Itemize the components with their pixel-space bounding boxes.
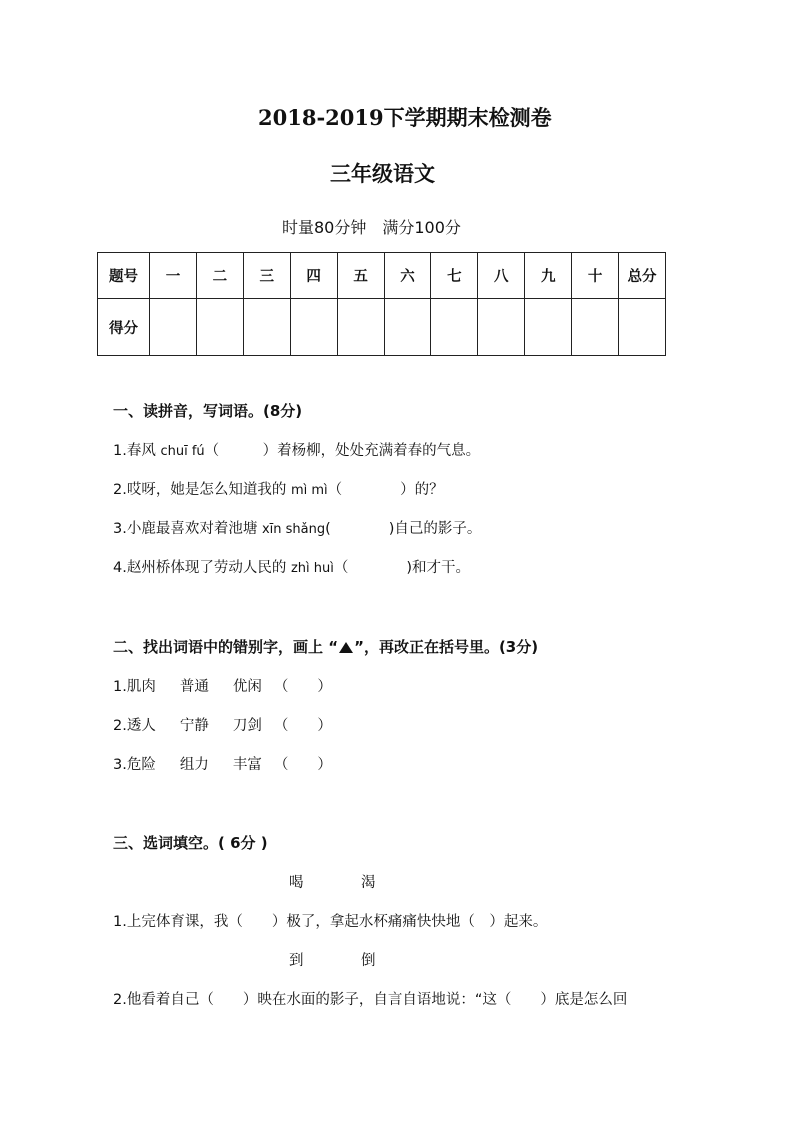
section1-question-3 bbox=[113, 517, 481, 538]
word-choice-2a: 到 bbox=[289, 953, 304, 969]
score-cell-total[interactable] bbox=[619, 299, 666, 356]
question-text: 3.小鹿最喜欢对着池塘 bbox=[113, 521, 262, 537]
question-text: 2.哎呀，她是怎么知道我的 bbox=[113, 482, 291, 498]
section3-question-1[interactable]: 1.上完体育课，我（ ）极了，拿起水杯痛痛快快地（ ）起来。 bbox=[113, 914, 548, 930]
row-label-score: 得分 bbox=[98, 299, 150, 356]
section2-row-1 bbox=[113, 675, 332, 696]
section1-question-4 bbox=[113, 556, 470, 577]
section2-row-3 bbox=[113, 753, 332, 774]
word[interactable]: 2.透人 bbox=[113, 718, 156, 734]
pinyin: zhì huì bbox=[290, 561, 334, 576]
answer-blank-text[interactable]: （ ） bbox=[273, 757, 332, 773]
word[interactable]: 1.肌肉 bbox=[113, 679, 156, 695]
score-cell[interactable] bbox=[243, 299, 290, 356]
section1-question-1 bbox=[113, 439, 480, 460]
word-choice-1a: 喝 bbox=[289, 875, 304, 891]
score-cell[interactable] bbox=[478, 299, 525, 356]
score-table bbox=[97, 252, 666, 356]
exam-title: 2018-2019下学期期末检测卷 bbox=[258, 105, 552, 130]
word-choice-1b: 渴 bbox=[361, 875, 376, 891]
col-header: 四 bbox=[290, 253, 337, 299]
col-header: 八 bbox=[478, 253, 525, 299]
answer-blank-text[interactable]: （ ）着杨柳，处处充满着春的气息。 bbox=[204, 443, 481, 459]
col-header: 一 bbox=[150, 253, 197, 299]
word[interactable]: 组力 bbox=[179, 757, 209, 773]
section2-heading bbox=[113, 636, 538, 657]
col-header: 五 bbox=[337, 253, 384, 299]
score-cell[interactable] bbox=[150, 299, 197, 356]
col-header: 六 bbox=[384, 253, 431, 299]
answer-blank-text[interactable]: （ ） bbox=[273, 679, 332, 695]
triangle-icon bbox=[339, 642, 353, 653]
answer-blank-text[interactable]: ( )自己的影子。 bbox=[325, 521, 482, 537]
score-cell[interactable] bbox=[196, 299, 243, 356]
word[interactable]: 宁静 bbox=[179, 718, 209, 734]
section1-question-2 bbox=[113, 478, 444, 499]
question-text: 4.赵州桥体现了劳动人民的 bbox=[113, 560, 291, 576]
answer-blank-text[interactable]: （ ）的？ bbox=[327, 482, 444, 498]
grade-subject: 三年级语文 bbox=[330, 161, 435, 186]
score-table-score-row bbox=[98, 299, 666, 356]
score-cell[interactable] bbox=[384, 299, 431, 356]
question-text: 1.春风 bbox=[113, 443, 161, 459]
word-choice-2b: 倒 bbox=[361, 953, 376, 969]
score-table-header-row bbox=[98, 253, 666, 299]
score-cell[interactable] bbox=[431, 299, 478, 356]
section1-heading: 一、读拼音，写词语。(8分) bbox=[113, 402, 303, 420]
pinyin: chuī fú bbox=[160, 444, 205, 459]
score-cell[interactable] bbox=[572, 299, 619, 356]
pinyin: xīn shǎng bbox=[261, 522, 326, 537]
col-header: 九 bbox=[525, 253, 572, 299]
section2-row-2 bbox=[113, 714, 332, 735]
answer-blank-text[interactable]: （ ） bbox=[273, 718, 332, 734]
score-cell[interactable] bbox=[290, 299, 337, 356]
time-score-info: 时量80分钟 满分100分 bbox=[282, 218, 461, 237]
section3-heading: 三、选词填空。( 6分 ) bbox=[113, 834, 268, 852]
score-cell[interactable] bbox=[337, 299, 384, 356]
col-header: 三 bbox=[243, 253, 290, 299]
word[interactable]: 普通 bbox=[179, 679, 209, 695]
heading-text: ”，再改正在括号里。(3分) bbox=[354, 638, 539, 656]
col-header: 十 bbox=[572, 253, 619, 299]
col-header: 二 bbox=[196, 253, 243, 299]
word[interactable]: 刀剑 bbox=[232, 718, 262, 734]
row-label-question-number: 题号 bbox=[98, 253, 150, 299]
answer-blank-text[interactable]: （ )和才干。 bbox=[333, 560, 471, 576]
word[interactable]: 丰富 bbox=[232, 757, 262, 773]
score-cell[interactable] bbox=[525, 299, 572, 356]
pinyin: mì mì bbox=[290, 483, 328, 498]
section3-question-2[interactable]: 2.他看着自己（ ）映在水面的影子，自言自语地说：“这（ ）底是怎么回 bbox=[113, 992, 628, 1008]
col-header: 七 bbox=[431, 253, 478, 299]
word[interactable]: 3.危险 bbox=[113, 757, 156, 773]
word[interactable]: 优闲 bbox=[232, 679, 262, 695]
col-header-total: 总分 bbox=[619, 253, 666, 299]
heading-text: 二、找出词语中的错别字，画上 “ bbox=[113, 638, 339, 656]
